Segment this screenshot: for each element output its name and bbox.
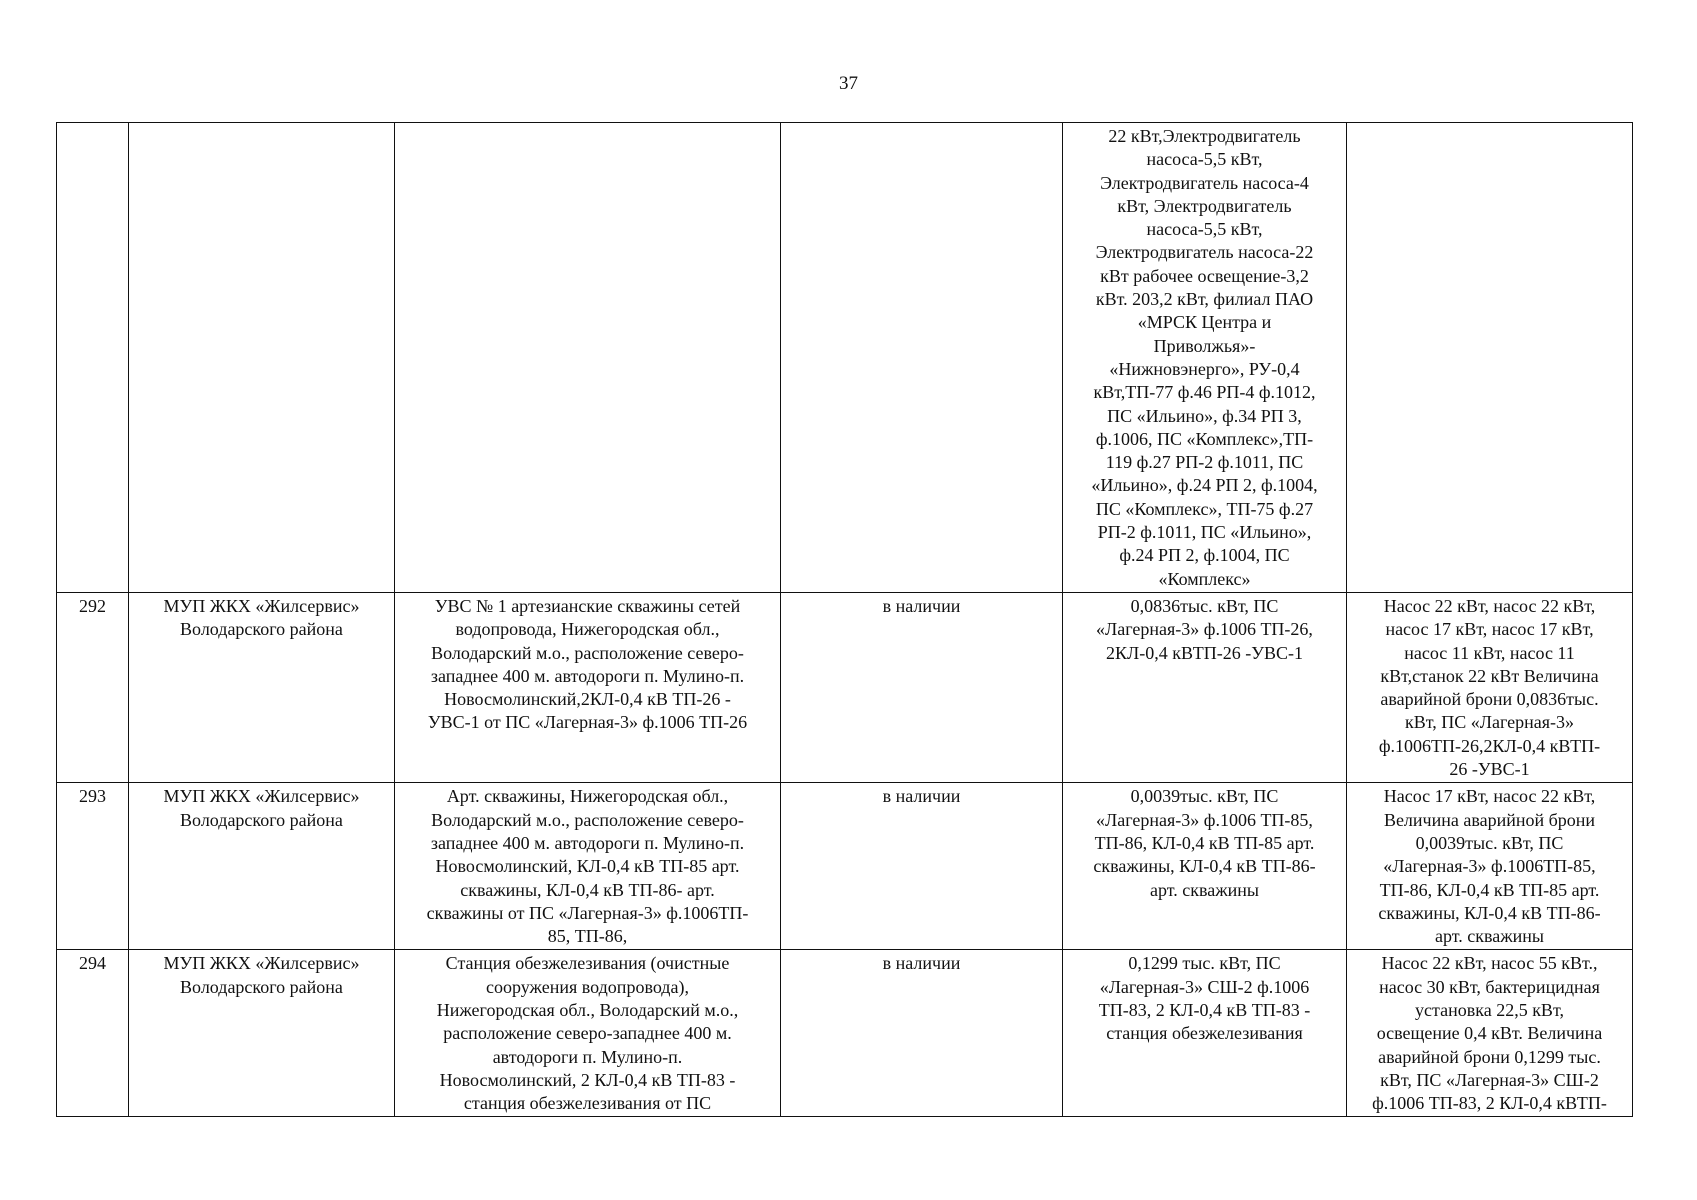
cell-line: кВт. 203,2 кВт, филиал ПАО: [1095, 289, 1314, 310]
cell-line: 0,1299 тыс. кВт, ПС: [1128, 953, 1281, 974]
power-supply-cell: [1063, 123, 1347, 593]
power-supply-cell: [1063, 950, 1347, 1117]
cell-line: Новосмолинский,2КЛ-0,4 кВ ТП-26 -: [444, 689, 731, 710]
cell-line: насоса-5,5 кВт,: [1146, 219, 1263, 240]
cell-line: насос 11 кВт, насос 11: [1404, 642, 1575, 663]
cell-line: ТП-86, КЛ-0,4 кВ ТП-85 арт.: [1094, 832, 1315, 853]
power-supply-cell: [1063, 592, 1347, 782]
cell-line: ф.24 РП 2, ф.1004, ПС: [1119, 545, 1290, 566]
table-row: [57, 783, 1633, 950]
cell-line: Арт. скважины, Нижегородская обл.,: [446, 786, 729, 807]
cell-line: Электродвигатель насоса-4: [1100, 172, 1309, 193]
cell-line: насос 30 кВт, бактерицидная: [1379, 976, 1600, 997]
cell-line: Станция обезжелезивания (очистные: [445, 953, 730, 974]
cell-line: кВт, ПС «Лагерная-3» СШ-2: [1380, 1069, 1599, 1090]
cell-line: РП-2 ф.1011, ПС «Ильино»,: [1097, 522, 1312, 543]
cell-line: «Лагерная-3» ф.1006ТП-85,: [1383, 856, 1596, 877]
cell-line: скважины, КЛ-0,4 кВ ТП-86-: [1378, 902, 1601, 923]
cell-line: освещение 0,4 кВт. Величина: [1376, 1023, 1603, 1044]
cell-line: 2КЛ-0,4 кВТП-26 -УВС-1: [1106, 642, 1303, 663]
cell-line: «Лагерная-3» ф.1006 ТП-26,: [1096, 619, 1313, 640]
cell-line: Приволжья»-: [1153, 335, 1256, 356]
object-cell: [395, 592, 781, 782]
cell-line: станция обезжелезивания от ПС: [463, 1093, 712, 1114]
cell-line: МУП ЖКХ «Жилсервис»: [163, 953, 360, 974]
cell-line: станция обезжелезивания: [1106, 1023, 1303, 1044]
cell-line: 26 -УВС-1: [1449, 759, 1530, 780]
cell-line: «Ильино», ф.24 РП 2, ф.1004,: [1091, 475, 1318, 496]
cell-line: насос 17 кВт, насос 17 кВт,: [1385, 619, 1594, 640]
cell-line: сооружения водопровода),: [486, 976, 689, 997]
status-cell: [781, 123, 1063, 593]
cell-line: 0,0039тыс. кВт, ПС: [1415, 832, 1564, 853]
cell-line: 85, ТП-86,: [547, 926, 628, 947]
cell-line: УВС № 1 артезианские скважины сетей: [434, 595, 741, 616]
cell-line: Электродвигатель насоса-22: [1095, 242, 1314, 263]
cell-line: водопровода, Нижегородская обл.,: [455, 619, 720, 640]
cell-line: «МРСК Центра и: [1137, 312, 1272, 333]
cell-line: Володарский м.о., расположение северо-: [431, 642, 744, 663]
cell-line: УВС-1 от ПС «Лагерная-3» ф.1006 ТП-26: [427, 712, 748, 733]
cell-line: арт. скважины: [1434, 926, 1545, 947]
power-supply-cell: [1063, 783, 1347, 950]
cell-line: Володарского района: [180, 619, 343, 640]
cell-line: ПС «Ильино», ф.34 РП 3,: [1107, 405, 1302, 426]
cell-line: насоса-5,5 кВт,: [1146, 149, 1263, 170]
cell-line: Новосмолинский, 2 КЛ-0,4 кВ ТП-83 -: [439, 1069, 736, 1090]
cell-line: Насос 22 кВт, насос 22 кВт,: [1383, 595, 1596, 616]
cell-line: западнее 400 м. автодороги п. Мулино-п.: [430, 832, 745, 853]
cell-line: МУП ЖКХ «Жилсервис»: [163, 595, 360, 616]
equipment-cell: [1347, 123, 1633, 593]
cell-line: Нижегородская обл., Володарский м.о.,: [436, 999, 739, 1020]
cell-line: скважины, КЛ-0,4 кВ ТП-86- арт.: [460, 879, 715, 900]
cell-line: Володарский м.о., расположение северо-: [431, 809, 744, 830]
cell-line: «Лагерная-3» ф.1006 ТП-85,: [1096, 809, 1313, 830]
status-cell: в наличии: [781, 783, 1063, 950]
cell-line: установка 22,5 кВт,: [1415, 999, 1564, 1020]
cell-line: Володарского района: [180, 976, 343, 997]
cell-line: 22 кВт,Электродвигатель: [1108, 126, 1301, 146]
page-number: 37: [839, 73, 858, 94]
status-cell: в наличии: [781, 950, 1063, 1117]
cell-line: аварийной брони 0,1299 тыс.: [1378, 1046, 1601, 1067]
cell-line: западнее 400 м. автодороги п. Мулино-п.: [430, 665, 745, 686]
cell-line: ф.1006ТП-26,2КЛ-0,4 кВТП-: [1378, 735, 1601, 756]
table-row: [57, 123, 1633, 593]
cell-line: кВт, ПС «Лагерная-3»: [1405, 712, 1574, 733]
cell-line: кВт рабочее освещение-3,2: [1100, 265, 1309, 286]
table-row: [57, 592, 1633, 782]
object-cell: [395, 783, 781, 950]
number-cell: 294: [57, 950, 129, 1117]
cell-line: кВт,ТП-77 ф.46 РП-4 ф.1012,: [1093, 382, 1316, 403]
cell-line: ПС «Комплекс», ТП-75 ф.27: [1095, 498, 1314, 519]
cell-line: кВт,станок 22 кВт Величина: [1380, 665, 1599, 686]
cell-line: арт. скважины: [1149, 879, 1260, 900]
equipment-cell: [1347, 783, 1633, 950]
cell-line: ТП-86, КЛ-0,4 кВ ТП-85 арт.: [1379, 879, 1600, 900]
cell-line: расположение северо-западнее 400 м.: [443, 1023, 732, 1044]
cell-line: кВт, Электродвигатель: [1117, 195, 1292, 216]
object-cell: [395, 950, 781, 1117]
number-cell: [57, 123, 129, 593]
object-cell: [395, 123, 781, 593]
equipment-cell: [1347, 950, 1633, 1117]
cell-line: ТП-83, 2 КЛ-0,4 кВ ТП-83 -: [1098, 999, 1311, 1020]
number-cell: 292: [57, 592, 129, 782]
status-cell: в наличии: [781, 592, 1063, 782]
cell-line: ф.1006, ПС «Комплекс»,ТП-: [1095, 428, 1314, 449]
cell-line: Величина аварийной брони: [1383, 809, 1596, 830]
cell-line: МУП ЖКХ «Жилсервис»: [163, 786, 360, 807]
organization-cell: [129, 592, 395, 782]
organization-cell: [129, 123, 395, 593]
cell-line: Насос 17 кВт, насос 22 кВт,: [1383, 786, 1596, 807]
number-cell: 293: [57, 783, 129, 950]
cell-line: «Комплекс»: [1158, 568, 1251, 589]
data-table: [56, 122, 1633, 1117]
cell-line: Володарского района: [180, 809, 343, 830]
table-row: [57, 950, 1633, 1117]
organization-cell: [129, 783, 395, 950]
cell-line: аварийной брони 0,0836тыс.: [1380, 689, 1599, 710]
cell-line: 0,0836тыс. кВт, ПС: [1130, 595, 1279, 616]
cell-line: Насос 22 кВт, насос 55 кВт.,: [1381, 953, 1598, 974]
cell-line: Новосмолинский, КЛ-0,4 кВ ТП-85 арт.: [435, 856, 740, 877]
organization-cell: [129, 950, 395, 1117]
cell-line: 0,0039тыс. кВт, ПС: [1130, 786, 1279, 807]
cell-line: скважины, КЛ-0,4 кВ ТП-86-: [1093, 856, 1316, 877]
equipment-cell: [1347, 592, 1633, 782]
cell-line: «Лагерная-3» СШ-2 ф.1006: [1099, 976, 1310, 997]
cell-line: ф.1006 ТП-83, 2 КЛ-0,4 кВТП-: [1372, 1093, 1607, 1114]
cell-line: «Нижновэнерго», РУ-0,4: [1109, 358, 1300, 379]
cell-line: автодороги п. Мулино-п.: [492, 1046, 683, 1067]
cell-line: 119 ф.27 РП-2 ф.1011, ПС: [1105, 452, 1304, 473]
cell-line: скважины от ПС «Лагерная-3» ф.1006ТП-: [426, 902, 749, 923]
